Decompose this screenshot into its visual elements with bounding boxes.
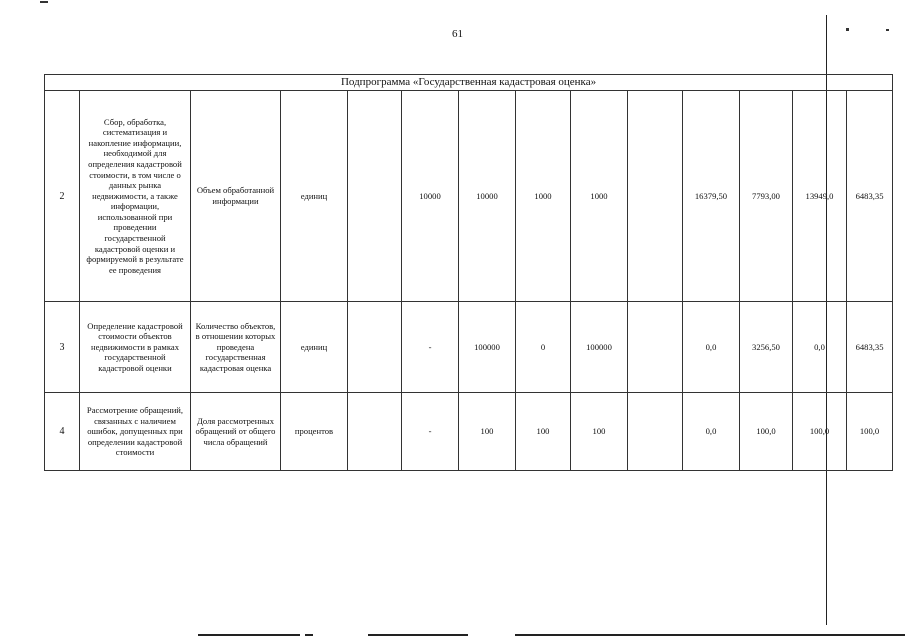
value-cell: 100 xyxy=(571,393,628,471)
value-cell: 3256,50 xyxy=(740,302,793,393)
value-cell xyxy=(348,302,402,393)
value-cell: 100,0 xyxy=(740,393,793,471)
row-number: 3 xyxy=(45,302,80,393)
indicator-name: Доля рассмотренных обращений от общего числа обращений xyxy=(191,393,281,471)
scan-bottom-line xyxy=(515,634,905,636)
value-cell: 10000 xyxy=(402,91,459,302)
scan-speck xyxy=(886,29,889,31)
value-cell: 1000 xyxy=(516,91,571,302)
value-cell xyxy=(628,91,683,302)
value-cell xyxy=(348,91,402,302)
scan-speck xyxy=(846,28,849,31)
scan-bottom-line xyxy=(305,634,313,636)
value-cell: 100,0 xyxy=(793,393,847,471)
value-cell xyxy=(628,302,683,393)
value-cell xyxy=(348,393,402,471)
value-cell: 16379,50 xyxy=(683,91,740,302)
value-cell: - xyxy=(402,393,459,471)
table-row xyxy=(45,393,893,471)
value-cell: 13949,0 xyxy=(793,91,847,302)
value-cell: 1000 xyxy=(571,91,628,302)
value-cell xyxy=(628,393,683,471)
value-cell: 100000 xyxy=(459,302,516,393)
value-cell: 100 xyxy=(459,393,516,471)
table-row xyxy=(45,91,893,302)
value-cell: 10000 xyxy=(459,91,516,302)
value-cell: 7793,00 xyxy=(740,91,793,302)
activity-description: Определение кадастровой стоимости объектов недвижимости в рамках государственной кадастровой оценки xyxy=(80,302,191,393)
scan-bottom-line xyxy=(198,634,300,636)
value-cell: 100 xyxy=(516,393,571,471)
unit-cell: единиц xyxy=(281,302,348,393)
table-row xyxy=(45,302,893,393)
value-cell: 6483,35 xyxy=(847,91,893,302)
value-cell: 0,0 xyxy=(683,393,740,471)
scan-speck xyxy=(40,1,48,3)
unit-cell: единиц xyxy=(281,91,348,302)
indicator-name: Количество объектов, в отношении которых проведена государственная кадастровая оценка xyxy=(191,302,281,393)
indicator-name: Объем обработанной информации xyxy=(191,91,281,302)
value-cell: 100,0 xyxy=(847,393,893,471)
unit-cell: процентов xyxy=(281,393,348,471)
value-cell: 100000 xyxy=(571,302,628,393)
value-cell: 6483,35 xyxy=(847,302,893,393)
page-number: 61 xyxy=(452,28,463,40)
activity-description: Сбор, обработка, систематизация и накопление информации, необходимой для определения кадастровой стоимости, в том числе о данных рынка недвижимости, а также информации, использованной при проведении государственной кадастровой оценки и формируемой в результате ее проведения xyxy=(80,91,191,302)
row-number: 4 xyxy=(45,393,80,471)
row-number: 2 xyxy=(45,91,80,302)
value-cell: 0,0 xyxy=(793,302,847,393)
scan-bottom-line xyxy=(368,634,468,636)
value-cell: 0,0 xyxy=(683,302,740,393)
value-cell: - xyxy=(402,302,459,393)
section-header: Подпрограмма «Государственная кадастровая оценка» xyxy=(45,75,893,91)
activity-description: Рассмотрение обращений, связанных с наличием ошибок, допущенных при определении кадастровой стоимости xyxy=(80,393,191,471)
value-cell: 0 xyxy=(516,302,571,393)
program-indicators-table xyxy=(44,74,893,471)
